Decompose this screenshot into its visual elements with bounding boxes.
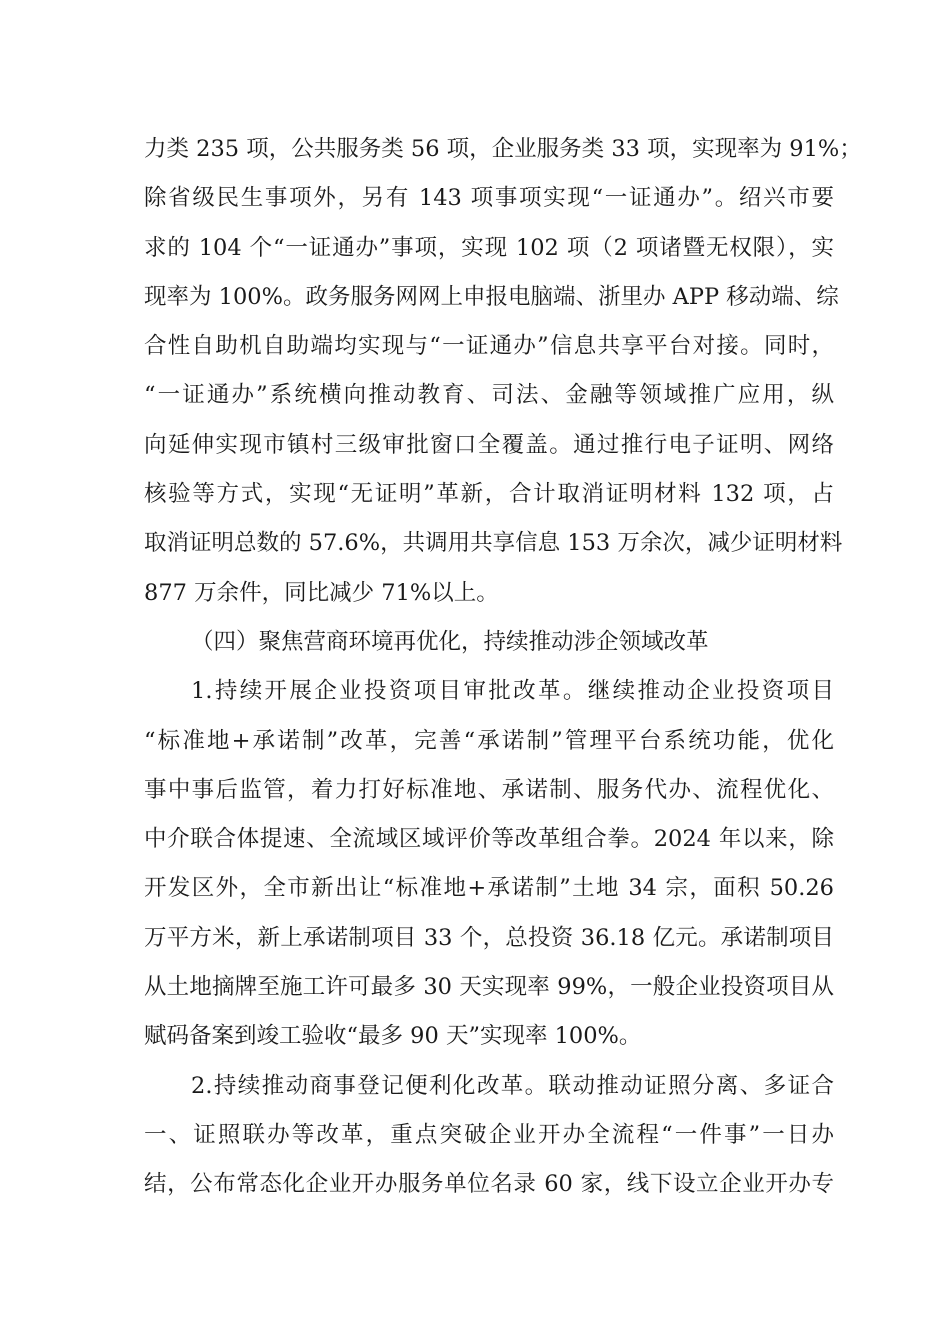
text-line: 中介联合体提速、全流域区域评价等改革组合拳。2024 年以来，除 xyxy=(144,826,834,853)
text-line: 力类 235 项，公共服务类 56 项，企业服务类 33 项，实现率为 91%； xyxy=(144,136,862,162)
text-line: 取消证明总数的 57.6%，共调用共享信息 153 万余次，减少证明材料 xyxy=(144,530,843,557)
text-line: 2.持续推动商事登记便利化改革。联动推动证照分离、多证合 xyxy=(191,1072,834,1099)
text-line: 1.持续开展企业投资项目审批改革。继续推动企业投资项目 xyxy=(191,678,834,705)
paragraph-investment-approval xyxy=(144,667,834,1061)
paragraph-business-registration xyxy=(144,1062,834,1210)
text-line: “一证通办”系统横向推动教育、司法、金融等领域推广应用，纵 xyxy=(144,382,834,409)
text-line: 现率为 100%。政务服务网网上申报电脑端、浙里办 APP 移动端、综 xyxy=(144,283,839,310)
section-heading-text: （四）聚焦营商环境再优化，持续推动涉企领域改革 xyxy=(191,628,709,655)
text-line: 赋码备案到竣工验收“最多 90 天”实现率 100%。 xyxy=(144,1023,642,1050)
text-line: 877 万余件，同比减少 71%以上。 xyxy=(144,579,499,606)
text-line: 向延伸实现市镇村三级审批窗口全覆盖。通过推行电子证明、网络 xyxy=(144,431,834,458)
text-line: 一、证照联办等改革，重点突破企业开办全流程“一件事”一日办 xyxy=(144,1121,834,1148)
text-line: “标准地+承诺制”改革，完善“承诺制”管理平台系统功能，优化 xyxy=(144,727,834,754)
text-line: 开发区外，全市新出让“标准地+承诺制”土地 34 宗，面积 50.26 xyxy=(144,875,834,902)
text-line: 结，公布常态化企业开办服务单位名录 60 家，线下设立企业开办专 xyxy=(144,1171,834,1198)
text-line: 合性自助机自助端均实现与“一证通办”信息共享平台对接。同时， xyxy=(144,333,834,360)
text-line: 核验等方式，实现“无证明”革新，合计取消证明材料 132 项，占 xyxy=(144,481,834,508)
document-body xyxy=(144,125,862,1210)
text-line: 事中事后监管，着力打好标准地、承诺制、服务代办、流程优化、 xyxy=(144,776,834,803)
text-line: 从土地摘牌至施工许可最多 30 天实现率 99%，一般企业投资项目从 xyxy=(144,974,834,1001)
text-line: 除省级民生事项外，另有 143 项事项实现“一证通办”。绍兴市要 xyxy=(144,185,834,212)
text-line: 万平方米，新上承诺制项目 33 个，总投资 36.18 亿元。承诺制项目 xyxy=(144,924,834,951)
text-line: 求的 104 个“一证通办”事项，实现 102 项（2 项诸暨无权限），实 xyxy=(144,234,834,261)
section-heading-four xyxy=(144,618,834,667)
paragraph-one-certificate xyxy=(144,125,862,618)
